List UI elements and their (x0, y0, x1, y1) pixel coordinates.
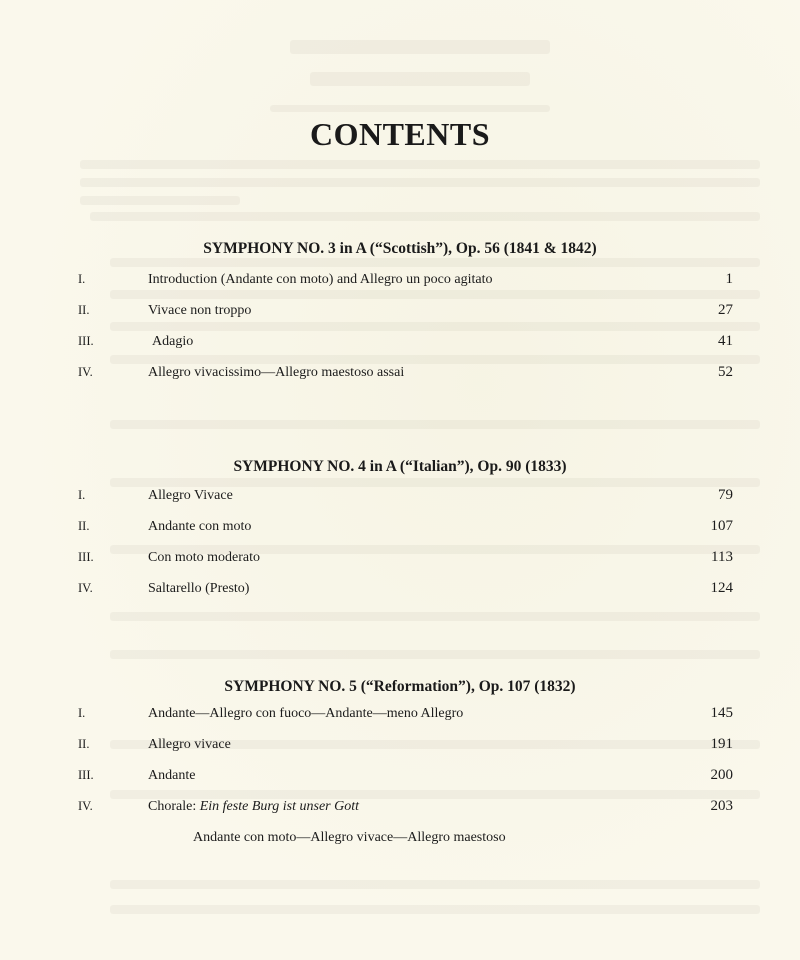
movement-row (0, 542, 800, 573)
page-number: 124 (710, 580, 733, 596)
page-number: 52 (718, 364, 733, 380)
page-number: 113 (711, 549, 733, 565)
movement-title-italic: Ein feste Burg ist unser Gott (199, 799, 360, 814)
movement-number: IV. (78, 799, 93, 813)
movement-number: IV. (78, 365, 93, 379)
movement-number: III. (78, 550, 94, 564)
page-number: 1 (725, 271, 733, 287)
page-number: 41 (718, 333, 733, 349)
movement-row (0, 573, 800, 604)
movement-number: I. (78, 272, 86, 286)
movement-row (0, 698, 800, 729)
movement-row (0, 729, 800, 760)
movement-subtitle-row (0, 822, 800, 853)
movement-title: Andante—Allegro con fuoco—Andante—meno Allegro (148, 706, 464, 721)
section-heading: SYMPHONY NO. 3 in A (“Scottish”), Op. 56 (1841 & 1842) (203, 240, 597, 257)
section-heading: SYMPHONY NO. 4 in A (“Italian”), Op. 90 (1833) (233, 458, 567, 475)
movement-row (0, 760, 800, 791)
page-number: 203 (710, 798, 733, 814)
movement-title-prefix: Chorale: (148, 799, 200, 814)
symphony-5-section (0, 676, 800, 853)
movement-row (0, 264, 800, 295)
page-number: 27 (718, 302, 733, 318)
movement-title: Andante con moto (148, 519, 252, 534)
movement-title: Saltarello (Presto) (148, 581, 250, 596)
movement-row (0, 295, 800, 326)
movement-title: Introduction (Andante con moto) and Allegro un poco agitato (148, 272, 493, 287)
movement-title: Adagio (152, 334, 194, 349)
page-number: 191 (710, 736, 733, 752)
movement-subtitle: Andante con moto—Allegro vivace—Allegro maestoso (193, 830, 506, 845)
section-heading: SYMPHONY NO. 5 (“Reformation”), Op. 107 (1832) (224, 678, 576, 695)
page-number: 107 (710, 518, 733, 534)
movement-number: II. (78, 519, 90, 533)
movement-row (0, 511, 800, 542)
symphony-3-section (0, 238, 800, 388)
movement-number: III. (78, 768, 94, 782)
symphony-4-section (0, 456, 800, 604)
movement-number: II. (78, 303, 90, 317)
page-number: 79 (718, 487, 733, 503)
movement-title: Con moto moderato (148, 550, 260, 565)
movement-title: Allegro Vivace (148, 488, 233, 503)
movement-number: I. (78, 488, 86, 502)
movement-number: II. (78, 737, 90, 751)
movement-title: Vivace non troppo (148, 303, 252, 318)
page-number: 200 (710, 767, 733, 783)
page-number: 145 (710, 705, 733, 721)
movement-row (0, 326, 800, 357)
movement-title (148, 791, 359, 822)
movement-number: III. (78, 334, 94, 348)
movement-title: Allegro vivacissimo—Allegro maestoso assai (148, 365, 405, 380)
movement-title: Allegro vivace (148, 737, 231, 752)
movement-number: I. (78, 706, 86, 720)
movement-number: IV. (78, 581, 93, 595)
page-title: CONTENTS (309, 116, 491, 152)
movement-title: Andante (148, 768, 196, 783)
movement-row (0, 791, 800, 822)
movement-row (0, 357, 800, 388)
movement-row (0, 480, 800, 511)
